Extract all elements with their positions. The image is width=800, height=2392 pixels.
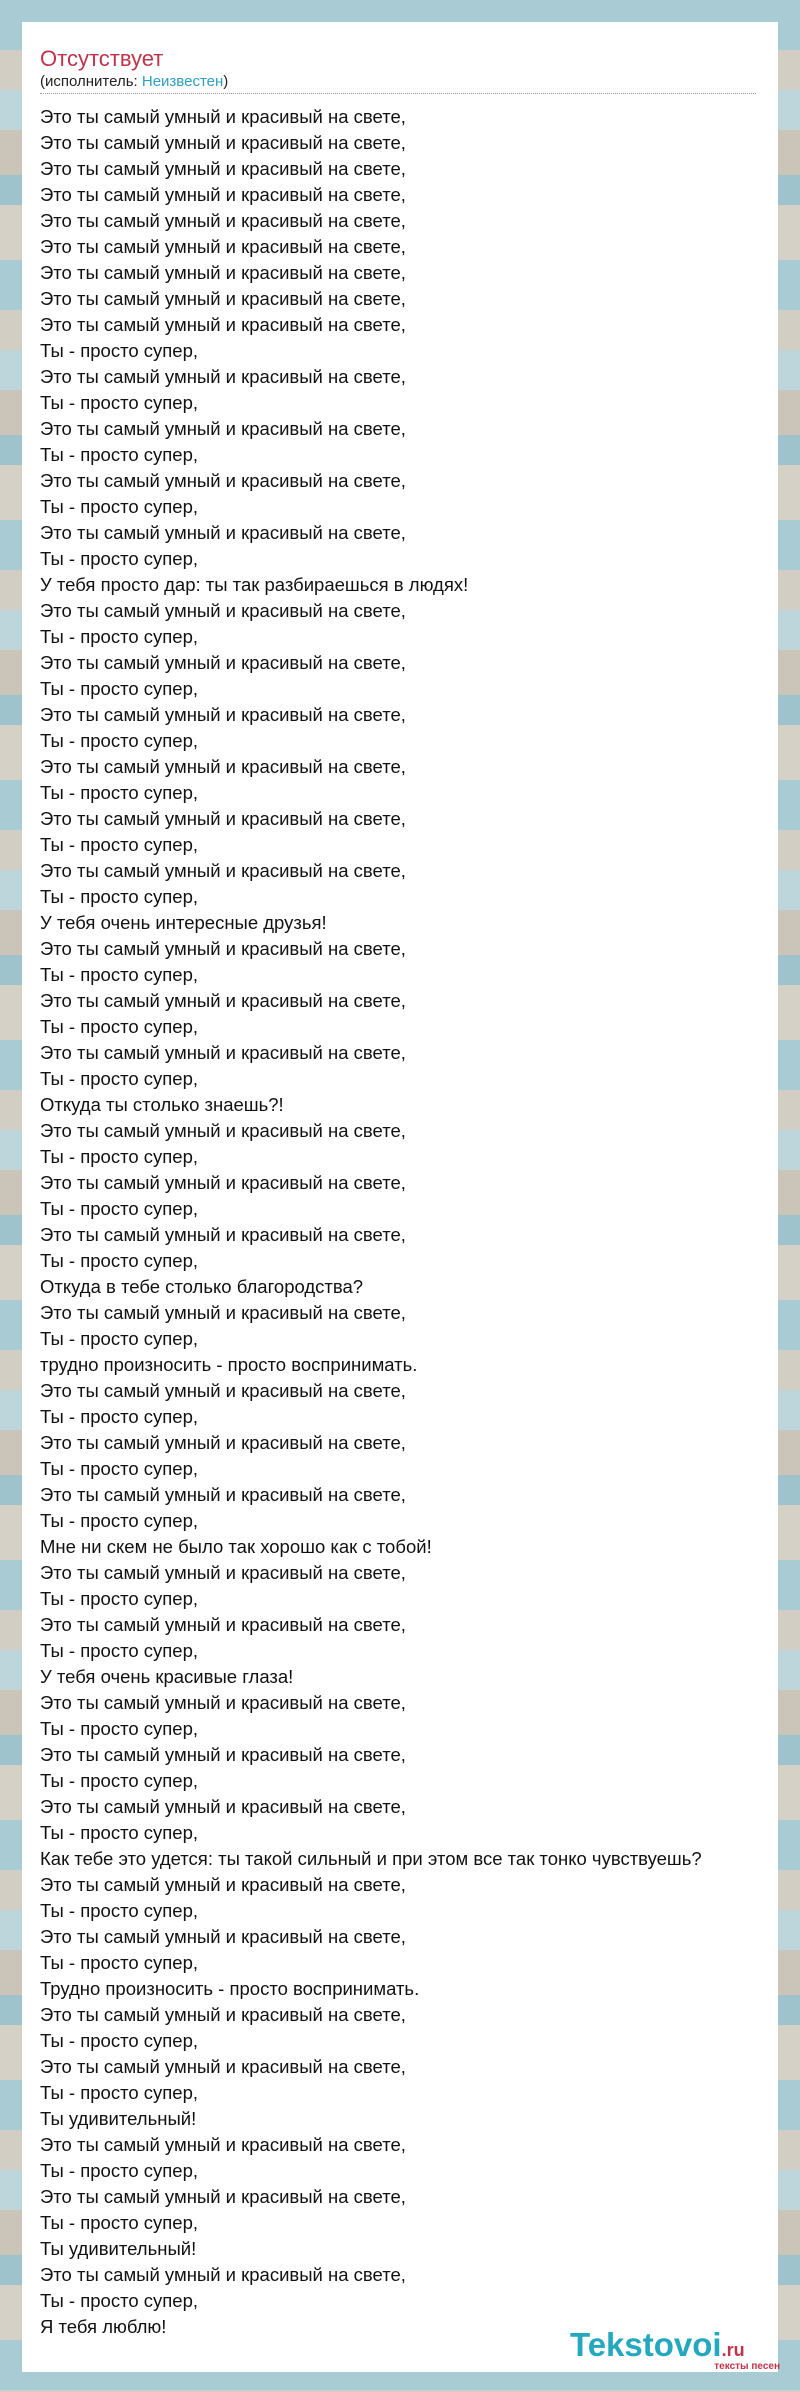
lyric-line: Ты - просто супер, [40, 730, 198, 751]
lyric-line: Это ты самый умный и красивый на свете, [40, 860, 406, 881]
lyric-line: Это ты самый умный и красивый на свете, [40, 652, 406, 673]
lyric-line: Ты - просто супер, [40, 886, 198, 907]
lyric-line: Ты - просто супер, [40, 1588, 198, 1609]
lyric-line: У тебя очень интересные друзья! [40, 912, 327, 933]
lyric-line: Это ты самый умный и красивый на свете, [40, 470, 406, 491]
artist-prefix: (исполнитель: [40, 73, 142, 90]
lyric-line: У тебя очень красивые глаза! [40, 1666, 294, 1687]
lyric-line: Ты удивительный! [40, 2238, 197, 2259]
lyric-line: Ты - просто супер, [40, 1250, 198, 1271]
lyric-line: У тебя просто дар: ты так разбираешься в людях! [40, 574, 469, 595]
lyric-line: трудно произносить - просто воспринимать. [40, 1354, 418, 1375]
lyric-line: Ты - просто супер, [40, 392, 198, 413]
lyric-line: Это ты самый умный и красивый на свете, [40, 106, 406, 127]
lyric-line: Это ты самый умный и красивый на свете, [40, 210, 406, 231]
lyric-line: Ты - просто супер, [40, 1328, 198, 1349]
lyric-line: Ты - просто супер, [40, 678, 198, 699]
lyric-line: Ты - просто супер, [40, 1146, 198, 1167]
lyric-line: Как тебе это удется: ты такой сильный и при этом все так тонко чувствуешь? [40, 1848, 702, 1869]
artist-link[interactable]: Неизвестен [141, 73, 224, 90]
lyric-line: Это ты самый умный и красивый на свете, [40, 600, 406, 621]
song-title: Отсутствует [40, 46, 164, 71]
lyric-line: Это ты самый умный и красивый на свете, [40, 262, 406, 283]
lyric-line: Ты - просто супер, [40, 1510, 198, 1531]
lyric-line: Ты - просто супер, [40, 782, 198, 803]
lyric-line: Ты - просто супер, [40, 1822, 198, 1843]
lyric-line: Ты удивительный! [40, 2108, 197, 2129]
lyric-line: Это ты самый умный и красивый на свете, [40, 938, 406, 959]
lyric-line: Это ты самый умный и красивый на свете, [40, 1484, 406, 1505]
lyric-line: Ты - просто супер, [40, 444, 198, 465]
lyric-line: Ты - просто супер, [40, 2290, 198, 2311]
lyric-line: Это ты самый умный и красивый на свете, [40, 1926, 406, 1947]
lyric-line: Это ты самый умный и красивый на свете, [40, 314, 406, 335]
lyric-line: Ты - просто супер, [40, 2212, 198, 2233]
lyric-line: Ты - просто супер, [40, 1640, 198, 1661]
lyric-line: Ты - просто супер, [40, 496, 198, 517]
lyric-line: Ты - просто супер, [40, 1406, 198, 1427]
lyric-line: Это ты самый умный и красивый на свете, [40, 1042, 406, 1063]
lyric-line: Ты - просто супер, [40, 964, 198, 985]
lyric-line: Ты - просто супер, [40, 340, 198, 361]
lyric-line: Ты - просто супер, [40, 1458, 198, 1479]
lyric-line: Это ты самый умный и красивый на свете, [40, 366, 406, 387]
lyric-line: Это ты самый умный и красивый на свете, [40, 1380, 406, 1401]
lyrics-page [22, 22, 778, 2372]
lyrics-text [40, 104, 770, 2340]
lyric-line: Это ты самый умный и красивый на свете, [40, 1614, 406, 1635]
lyric-line: Ты - просто супер, [40, 2082, 198, 2103]
lyric-line: Трудно произносить - просто воспринимать. [40, 1978, 420, 1999]
lyric-line: Мне ни скем не было так хорошо как с тобой! [40, 1536, 432, 1557]
lyric-line: Ты - просто супер, [40, 548, 198, 569]
lyric-line: Ты - просто супер, [40, 1770, 198, 1791]
lyric-line: Это ты самый умный и красивый на свете, [40, 1744, 406, 1765]
title-divider [40, 93, 756, 94]
lyric-line: Это ты самый умный и красивый на свете, [40, 990, 406, 1011]
lyric-line: Это ты самый умный и красивый на свете, [40, 808, 406, 829]
lyric-line: Ты - просто супер, [40, 1068, 198, 1089]
lyric-line: Это ты самый умный и красивый на свете, [40, 288, 406, 309]
lyric-line: Это ты самый умный и красивый на свете, [40, 2134, 406, 2155]
lyric-line: Это ты самый умный и красивый на свете, [40, 2004, 406, 2025]
lyric-line: Это ты самый умный и красивый на свете, [40, 2186, 406, 2207]
lyric-line: Ты - просто супер, [40, 1718, 198, 1739]
lyric-line: Это ты самый умный и красивый на свете, [40, 1874, 406, 1895]
logo-wordmark: Tekstovoi.ru [570, 2326, 745, 2363]
lyric-line: Ты - просто супер, [40, 1016, 198, 1037]
lyric-line: Откуда в тебе столько благородства? [40, 1276, 364, 1297]
lyric-line: Это ты самый умный и красивый на свете, [40, 756, 406, 777]
logo-tagline: тексты песен [714, 2361, 780, 2372]
lyric-line: Это ты самый умный и красивый на свете, [40, 2264, 406, 2285]
lyric-line: Это ты самый умный и красивый на свете, [40, 2056, 406, 2077]
lyric-line: Это ты самый умный и красивый на свете, [40, 1796, 406, 1817]
lyric-line: Это ты самый умный и красивый на свете, [40, 1172, 406, 1193]
artist-suffix: ) [223, 73, 229, 90]
lyric-line: Ты - просто супер, [40, 2030, 198, 2051]
lyric-line: Это ты самый умный и красивый на свете, [40, 1692, 406, 1713]
lyric-line: Я тебя люблю! [40, 2316, 167, 2337]
lyric-line: Ты - просто супер, [40, 626, 198, 647]
lyric-line: Это ты самый умный и красивый на свете, [40, 1120, 406, 1141]
lyric-line: Это ты самый умный и красивый на свете, [40, 1432, 406, 1453]
lyric-line: Откуда ты столько знаешь?! [40, 1094, 284, 1115]
lyric-line: Это ты самый умный и красивый на свете, [40, 132, 406, 153]
lyric-line: Это ты самый умный и красивый на свете, [40, 418, 406, 439]
artist-line [40, 73, 228, 90]
lyric-line: Ты - просто супер, [40, 1952, 198, 1973]
lyric-line: Это ты самый умный и красивый на свете, [40, 236, 406, 257]
lyric-line: Это ты самый умный и красивый на свете, [40, 184, 406, 205]
logo-tld: .ru [721, 2340, 745, 2360]
lyric-line: Это ты самый умный и красивый на свете, [40, 1562, 406, 1583]
lyric-line: Ты - просто супер, [40, 1900, 198, 1921]
lyric-line: Ты - просто супер, [40, 834, 198, 855]
site-logo[interactable] [570, 2327, 780, 2371]
lyric-line: Это ты самый умный и красивый на свете, [40, 1224, 406, 1245]
lyric-line: Это ты самый умный и красивый на свете, [40, 704, 406, 725]
lyric-line: Ты - просто супер, [40, 1198, 198, 1219]
lyric-line: Это ты самый умный и красивый на свете, [40, 522, 406, 543]
lyric-line: Ты - просто супер, [40, 2160, 198, 2181]
lyric-line: Это ты самый умный и красивый на свете, [40, 1302, 406, 1323]
lyric-line: Это ты самый умный и красивый на свете, [40, 158, 406, 179]
